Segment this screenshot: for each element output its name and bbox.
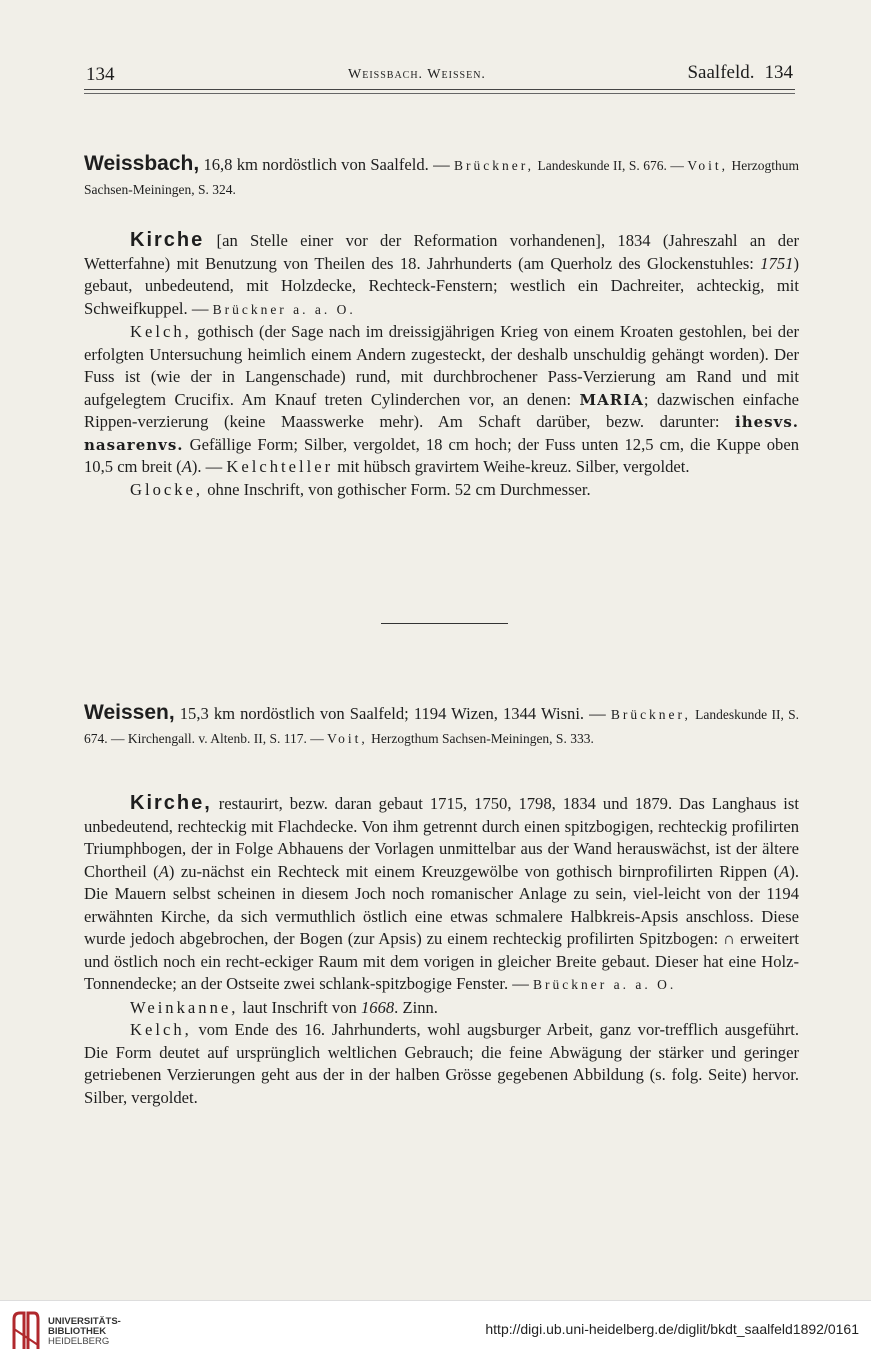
- kelch-label: Kelch,: [130, 322, 192, 341]
- kelchteller-label: Kelchteller: [226, 457, 334, 476]
- place-heading: Weissbach,: [84, 152, 200, 175]
- place-heading: Weissen,: [84, 701, 175, 724]
- running-title: Weissbach. Weissen.: [348, 67, 486, 82]
- section-weissen-body: Kirche, restaurirt, bezw. daran gebaut 1715, 1750, 1798, 1834 und 1879. Das Langhaus ist unbedeutend, rechteckig mit Flachdecke. Von ihm getrennt durch einen spitzbogigen, rechteckig profilirten Triumphbogen, der in Folge Abhauens der Vorlagen unmittelbar aus der Wand herauswächst, ist der ältere Chortheil (A) zu-nächst ein Rechteck mit einem Kreuzgewölbe von gothisch birnprofilirten Rippen (A). Die Mauern selbst scheinen in diesem Joch noch romanischer Anlage zu sein, viel-leicht von der 1194 erwähnten Kirche, da sich vermuthlich östlich eine etwas schmalere Halbkreis-Apsis anschloss. Diese wurde jedoch abgebrochen, der Bogen (zur Apsis) zu einem rechteckig profilirten Spitzbogen: ∩ erweitert und östlich noch ein recht-eckiger Raum mit dem vorigen in gleicher Breite gebaut. Dieser hat eine Holz-Tonnendecke; an der Ostseite zwei schlank-spitzbogige Fenster. — Brückner a. a. O. Weinkanne, laut Inschrift von 1668. Zinn. Kelch, vom Ende des 16. Jahrhunderts, wohl augsburger Arbeit, ganz vor-trefflich ausgeführt. Die Form deutet auf ursprünglich weltlichen Gebrauch; die feine Abwägung der stärker und geringer getriebenen Verzierungen geht aus der in der halben Grösse gegebenen Abbildung (s. folg. Seite) hervor. Silber, vergoldet.: [84, 792, 799, 1107]
- section-weissbach-intro: Weissbach, 16,8 km nordöstlich von Saalfeld. — Brückner, Landeskunde II, S. 676. — Voit, Herzogthum Sachsen-Meiningen, S. 324.: [84, 152, 799, 197]
- inscription-ihesus: ihesvs. nasarenvs.: [84, 413, 799, 454]
- glocke-label: Glocke,: [130, 479, 204, 499]
- kirche-heading: Kirche,: [130, 792, 212, 814]
- running-header: [86, 60, 793, 90]
- weinkanne-label: Weinkanne,: [130, 997, 239, 1017]
- section-weissen-intro: Weissen, 15,3 km nordöstlich von Saalfeld; 1194 Wizen, 1344 Wisni. — Brückner, Landeskunde II, S. 674. — Kirchengall. v. Altenb. II, S. 117. — Voit, Herzogthum Sachsen-Meiningen, S. 333.: [84, 701, 799, 746]
- inscription-maria: MARIA: [579, 390, 644, 409]
- header-rule-thick: [84, 89, 795, 90]
- header-right: [687, 62, 793, 84]
- kelch-label: Kelch,: [130, 1020, 192, 1039]
- kirche-heading: Kirche: [130, 229, 205, 251]
- permalink-url[interactable]: http://digi.ub.uni-heidelberg.de/diglit/bkdt_saalfeld1892/0161: [485, 1321, 859, 1337]
- logo-diagonal: [14, 1329, 38, 1345]
- page-number-right: 134: [764, 62, 793, 83]
- arch-icon: ∩: [723, 929, 736, 948]
- section-separator: [381, 623, 508, 624]
- digital-library-footer: [0, 1300, 871, 1362]
- header-rule-thin: [84, 93, 795, 94]
- library-name: UNIVERSITÄTS- BIBLIOTHEK HEIDELBERG: [48, 1316, 121, 1347]
- university-library-logo-icon: [10, 1309, 40, 1353]
- page-number-left: 134: [86, 64, 115, 85]
- header-place: Saalfeld.: [687, 62, 755, 83]
- section-weissbach-body: Kirche [an Stelle einer vor der Reformation vorhandenen], 1834 (Jahreszahl an der Wetterfahne) mit Benutzung von Theilen des 18. Jahrhunderts (am Querholz des Glockenstuhles: 1751) gebaut, unbedeutend, mit Holzdecke, Rechteck-Fenstern; westlich ein Dachreiter, achteckig, mit Schweifkuppel. — Brückner a. a. O. Kelch, gothisch (der Sage nach im dreissigjährigen Krieg von einem Kroaten gestohlen, bei der erfolgten Untersuchung heimlich einem Andern zugesteckt, der deshalb unschuldig gehängt worden). Der Fuss ist (wie der in Langenschade) rund, mit durchbrochener Pass-Verzierung am Rand und mit aufgelegtem Crucifix. Am Knauf treten Cylinderchen vor, an denen: MARIA; dazwischen einfache Rippen-verzierung (keine Maasswerke mehr). Am Schaft darüber, bezw. darunter: ihesvs. nasarenvs. Gefällige Form; Silber, vergoldet, 18 cm hoch; der Fuss unten 12,5 cm, die Kuppe oben 10,5 cm breit (A). — Kelchteller mit hübsch gravirtem Weihe-kreuz. Silber, vergoldet. Glocke, ohne Inschrift, von gothischer Form. 52 cm Durchmesser.: [84, 229, 799, 499]
